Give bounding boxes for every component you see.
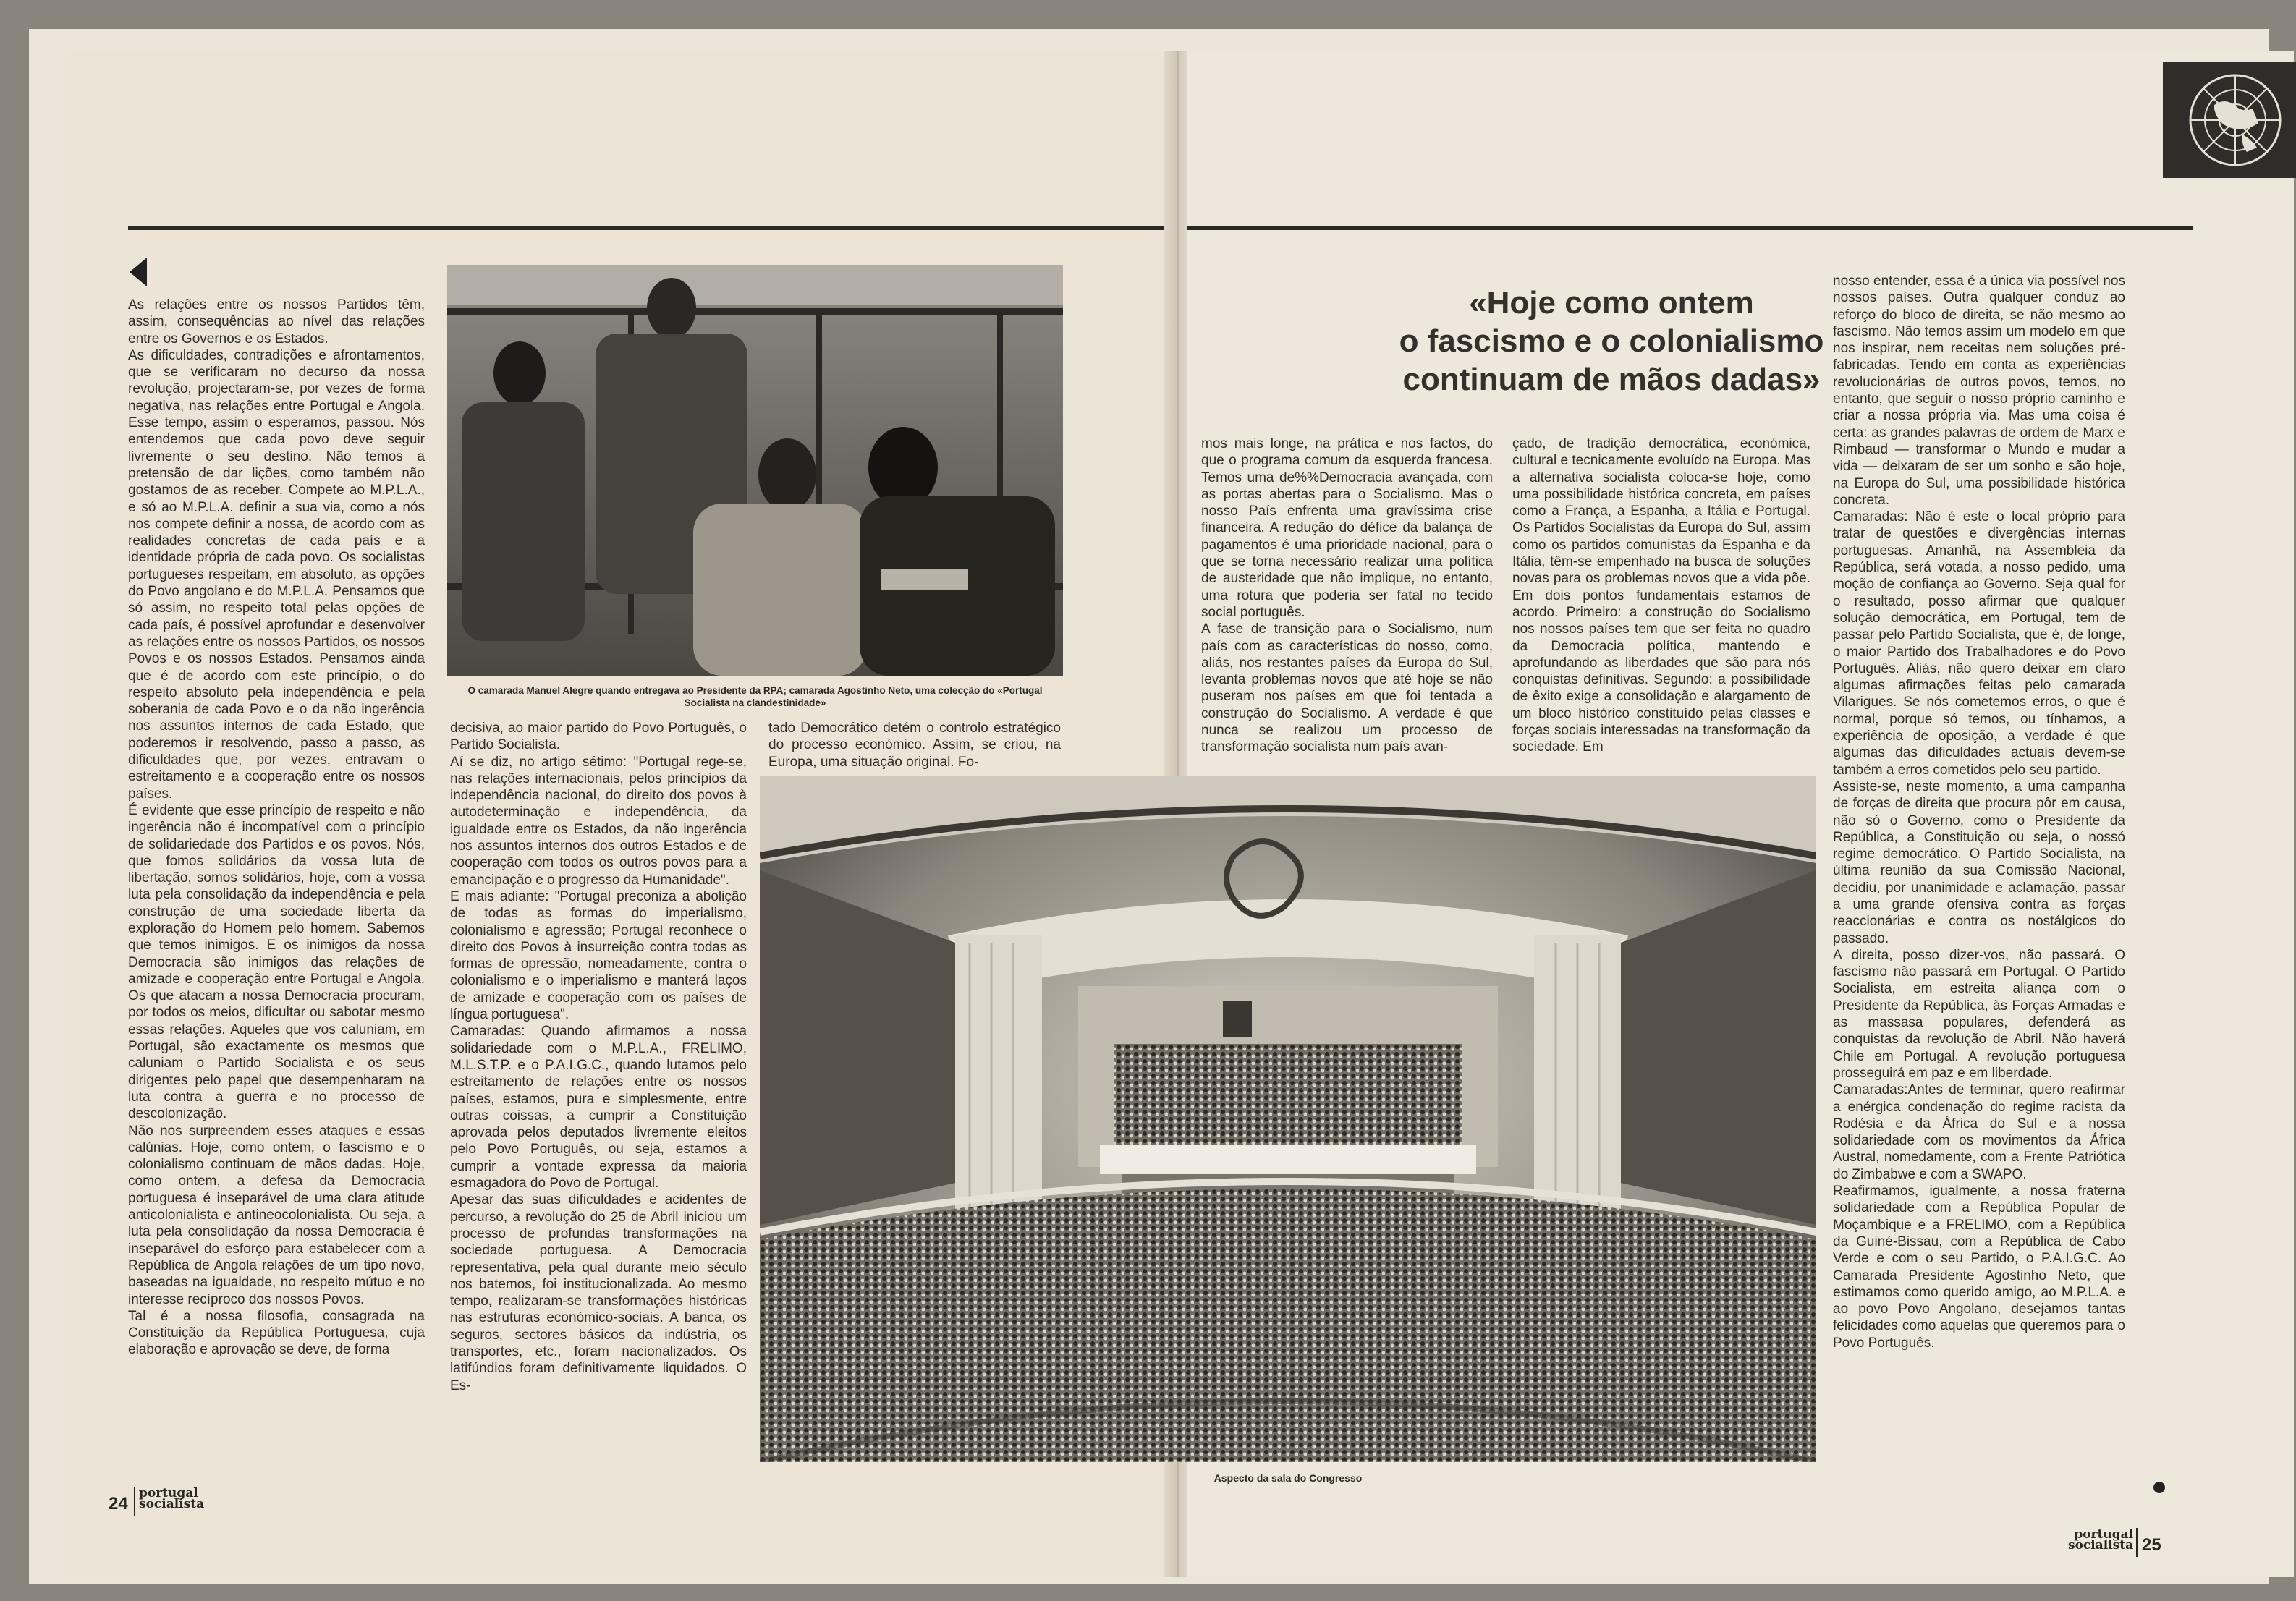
brand-logo-left bbox=[139, 1488, 204, 1510]
magazine-spread bbox=[29, 29, 2269, 1584]
photo-congress-image bbox=[760, 776, 1816, 1462]
brand-line-2-right: socialista bbox=[2068, 1538, 2134, 1553]
right-column-1: mos mais longe, na prática e nos factos, do que o programa comum da esquerda francesa. Temos uma de%%Democracia avançada, com as portas abertas para o Socialismo. Mas o nosso País enfrenta uma gravíssima crise financeira. A redução do défice da balança de pagamentos é uma prioridade nacional, para o que se torna necessário realizar uma política de austeridade que não implique, no entanto, uma rotura que poderia ser fatal no tecido social português. A fase de transição para o Socialismo, num país com as características do nosso, como, aliás, nos restantes países da Europa do Sul, levanta problemas novos que até hoje se não puseram nos países em que foi tentada a construção do Socialismo. A verdade é que nunca se realizou um processo de transformação socialista num país avan- bbox=[1201, 436, 1493, 755]
left-column-1: As relações entre os nossos Partidos têm, assim, consequências ao nível das relações entre os Governos e os Estados. As dificuldades, contradições e afrontamentos, que se verificaram no decurso da nossa revolução, projectaram-se, por vezes de forma negativa, nas relações entre Portugal e Angola. Esse tempo, assim o esperamos, passou. Nós entendemos que cada povo deve seguir livremente o seu destino. Não temos a pretensão de dar lições, como também não gostamos de as receber. Compete ao M.P.L.A., e só ao M.P.L.A. definir a sua via, como a nós nos compete definir a nossa, de acordo com as realidades concretas de cada país e a identidade própria de cada povo. Os socialistas portugueses respeitam, em absoluto, as opções do Povo angolano e do M.P.L.A. Pensamos que só assim, no respeito total pelas opções de cada país, é possível aprofundar e desenvolver as relações entre os nossos Partidos, os nossos Povos e os nossos Estados. Pensamos ainda que é de acordo com este princípio, o do respeito absoluto pela independência e pela soberania de cada Povo e o da não ingerência nos assuntos internos de cada Estado, que poderemos ir resolvendo, passo a passo, as dificuldades que, por vezes, entravam o estreitamento e a cooperação entre os nossos países. É evidente que esse princípio de respeito e não ingerência não é incompatível com o princípio de solidariedade dos Partidos e os povos. Nós, que fomos solidários da vossa luta de libertação, somos solidários, hoje, com a vossa luta pela consolidação da independência e pela construção de uma sociedade liberta da exploração do Homem pelo homem. Sabemos que temos inimigos. E os inimigos da nossa Democracia são inimigos das relações de amizade e cooperação entre Portugal e Angola. Os que atacam a nossa Democracia procuram, por todos os meios, dificultar ou sabotar mesmo essas relações. Aqueles que vos caluniam, em Portugal, são exactamente os mesmos que caluniam o Partido Socialista e os seus dirigentes pelo papel que desempenharam na luta contra a guerra e no processo de descolonização. Não nos surpreendem esses ataques e essas calúnias. Hoje, como ontem, o fascismo e o colonialismo continuam de mãos dadas. Hoje, como ontem, a defesa da Democracia portuguesa é inseparável de uma clara atitude anticolonialista e antineocolonialista. Ou seja, a luta pela consolidação da nossa Democracia é inseparável do esforço para estabelecer com a República de Angola relações de um tipo novo, baseadas na igualdade, no respeito mútuo e no interesse recíproco dos nossos Povos. Tal é a nossa filosofia, consagrada na Constituição da República Portuguesa, cuja elaboração e aprovação se deve, de forma bbox=[128, 297, 425, 1358]
article-headline: «Hoje como ontem o fascismo e o colonialismo continuam de mãos dadas» bbox=[1399, 285, 1824, 397]
right-column-3: nosso entender, essa é a única via possível nos nossos países. Outra qualquer conduz ao reforço do bloco de direita, se não mesmo ao fascismo. Não temos assim um modelo em que nos inspirar, nem receitas nem soluções pré-fabricadas. Tendo em conta as experiências revolucionárias de outros povos, temos, no entanto, que seguir o nosso próprio caminho e criar a nossa própria via. Mas uma coisa é certa: as grandes palavras de ordem de Marx e Rimbaud — transformar o Mundo e mudar a vida — deixaram de ser um sonho e são hoje, na Europa do Sul, uma possibilidade histórica concreta. Camaradas: Não é este o local próprio para tratar de questões e divergências internas portuguesas. Amanhã, na Assembleia da República, será votada, a nosso pedido, uma moção de confiança ao Governo. Seja qual for o resultado, posso afirmar que qualquer solução democrática, em Portugal, tem de passar pelo Partido Socialista, que é, de longe, o maior Partido dos Trabalhadores e do Povo Português. Aliás, não quero deixar em claro algumas afirmações feitas pelo camarada Vilarigues. Se nós cometemos erros, o que é normal, porque só temos, ou tínhamos, a experiência de oposição, a verdade é que algumas das dificuldades actuais devem-se também a erros cometidos pelo seu partido. Assiste-se, neste momento, a uma campanha de forças de direita que procura pôr em causa, não só o Governo, como o Presidente da República, a Constituição ou seja, o nossó regime democrático. O Partido Socialista, na última reunião da sua Comissão Nacional, decidiu, por unanimidade e aclamação, passar a uma grande ofensiva contra as forças reaccionárias e contra os nostálgicos do passado. A direita, posso dizer-vos, não passará. O fascismo não passará em Portugal. O Partido Socialista, em estreita aliança com o Presidente da República, às Forças Armadas e as massasa populares, defenderá as conquistas da revolução de Abril. Não haverá Chile em Portugal. A revolução portuguesa prosseguirá em paz e em liberdade. Camaradas:Antes de terminar, quero reafirmar a enérgica condenação do regime racista da Rodésia e da África do Sul e a nossa solidariedade com os movimentos da África Austral, nomedamente, com a Frente Patriótica do Zimbabwe e com a SWAPO. Reafirmamos, igualmente, a nossa fraterna solidariedade com a República Popular de Moçambique e a FRELIMO, com a República da Guiné-Bissau, com a República de Cabo Verde e com o seu Partido, o P.A.I.G.C. Ao Camarada Presidente Agostinho Neto, que estimamos como querido amigo, ao M.P.L.A. e ao povo Povo Angolano, desejamos tantas felicidades como aquelas que queremos para o Povo Português. bbox=[1833, 273, 2125, 1351]
left-triangle-icon bbox=[130, 258, 147, 286]
bullet-icon bbox=[2153, 1482, 2165, 1493]
brand-line-1: portugal bbox=[139, 1486, 198, 1500]
top-rule-right bbox=[1187, 226, 2193, 230]
brand-line-1-right: portugal bbox=[2074, 1527, 2134, 1542]
brand-line-2: socialista bbox=[139, 1497, 205, 1511]
folio-divider-right bbox=[2136, 1528, 2138, 1557]
page-number-left: 24 bbox=[109, 1494, 128, 1513]
photo-congress-caption: Aspecto da sala do Congresso bbox=[1213, 1472, 1363, 1484]
photo-handover-image bbox=[447, 265, 1063, 676]
photo-congress-hall bbox=[760, 776, 1816, 1462]
folio-divider-left bbox=[134, 1487, 135, 1516]
page-number-right: 25 bbox=[2142, 1535, 2161, 1555]
brand-logo-right bbox=[2068, 1529, 2133, 1551]
photo-handover-caption: O camarada Manuel Alegre quando entregava ao Presidente da RPA; camarada Agostinho Neto, uma colecção do «Portugal Socialista na clandestinidade» bbox=[467, 685, 1043, 708]
left-column-3-top: tado Democrático detém o controlo estratégico do processo económico. Assim, se criou, na Europa, uma situação original. Fo- bbox=[768, 721, 1061, 770]
left-column-2: decisiva, ao maior partido do Povo Português, o Partido Socialista. Aí se diz, no artigo sétimo: "Portugal rege-se, nas relações internacionais, pelos princípios da independência nacional, do direito dos povos à autodeterminação e independência, da igualdade entre os Estados, da não ingerência nos assuntos internos dos outros Estados e de cooperação com todos os outros povos para a emancipação e o progresso da Humanidade". E mais adiante: "Portugal preconiza a abolição de todas as formas do imperialismo, colonialismo e agressão; Portugal reconhece o direito dos Povos à insurreição contra todas as formas de opressão, nomeadamente, contra o colonialismo e o imperialismo e manterá laços de amizade e cooperação com os países de língua portuguesa". Camaradas: Quando afirmamos a nossa solidariedade com o M.P.L.A., FRELIMO, M.L.S.T.P. e o P.A.I.G.C., quando lutamos pelo estreitamento de relações entre os nossos países, estamos, pura e simplesmente, entre outras coissas, a cumprir a Constituição aprovada pelos deputados livremente eleitos pelo Povo Português, ou seja, estamos a cumprir a vontade expressa da maioria esmagadora do Povo de Portugal. Apesar das suas dificuldades e acidentes de percurso, a revolução do 25 de Abril iniciou um processo de profundas transformações na sociedade portuguesa. A Democracia representativa, pela qual durante meio século nos batemos, foi institucionalizada. Ao mesmo tempo, realizaram-se transformações históricas nas estruturas económico-sociais. A banca, os seguros, sectores básicos da indústria, os transportes, etc., foram nacionalizados. Os latifúndios foram definitivamente liquidados. O Es- bbox=[450, 721, 747, 1393]
photo-handover bbox=[447, 265, 1063, 676]
globe-icon bbox=[2163, 62, 2296, 178]
right-column-2: çado, de tradição democrática, económica, cultural e tecnicamente evoluído na Europa. Mas a alternativa socialista coloca-se hoje, como uma possibilidade histórica concreta, em países como a França, a Espanha, a Itália e Portugal. Os Partidos Socialistas da Europa do Sul, assim como os partidos comunistas da Espanha e da Itália, têm-se empenhado na busca de soluções novas para os problemas novos que a vida põe. Em dois pontos fundamentais estamos de acordo. Primeiro: a construção do Socialismo nos nossos países tem que ser feita no quadro da Democracia política, mantendo e aprofundando as liberdades que são para nós conquistas definitivas. Segundo: a possibilidade de êxito exige a consolidação e alargamento de um bloco histórico constituído pelas classes e forças sociais interessadas na transformação da sociedade. Em bbox=[1512, 436, 1810, 755]
top-rule bbox=[128, 226, 1172, 230]
